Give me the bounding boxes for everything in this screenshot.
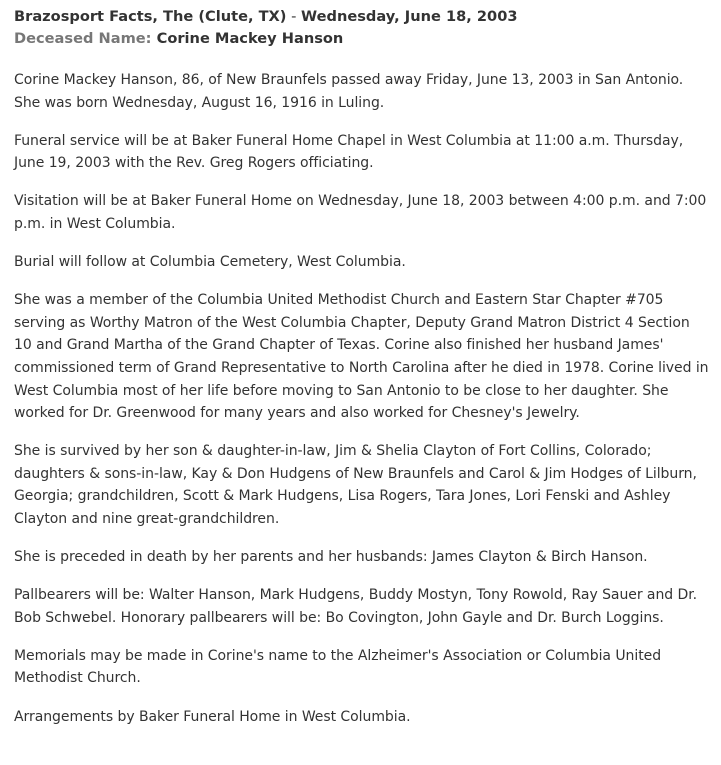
obituary-body — [14, 69, 711, 728]
publication-date: Wednesday, June 18, 2003 — [301, 8, 518, 25]
paragraph-memorials: Memorials may be made in Corine's name to the Alzheimer's Association or Columbia United Methodist Church. — [14, 647, 662, 687]
publication-header — [14, 6, 711, 28]
deceased-label: Deceased Name: — [14, 30, 152, 47]
paragraph-biography: She was a member of the Columbia United Methodist Church and Eastern Star Chapter #705 serving as Worthy Matron of the West Columbia Chapter, Deputy Grand Matron District 4 Section 10 and Grand Martha of the Grand Chapter of Texas. Corine also finished her husband James' commissioned term of Grand Representative to North Carolina after he died in 1978. Corine lived in West Columbia most of her life before moving to San Antonio to be close to her daughter. She worked for Dr. Greenwood for many years and also worked for Chesney's Jewelry. — [14, 292, 709, 422]
paragraph-announcement: Corine Mackey Hanson, 86, of New Braunfels passed away Friday, June 13, 2003 in San Antonio. She was born Wednesday, August 16, 1916 in Luling. — [14, 72, 684, 111]
publication-name: Brazosport Facts, The (Clute, TX) — [14, 8, 287, 25]
paragraph-visitation: Visitation will be at Baker Funeral Home on Wednesday, June 18, 2003 between 4:00 p.m. and 7:00 p.m. in West Columbia. — [14, 193, 707, 232]
paragraph-burial: Burial will follow at Columbia Cemetery, West Columbia. — [14, 254, 406, 271]
paragraph-survivors: She is survived by her son & daughter-in-law, Jim & Shelia Clayton of Fort Collins, Colorado; daughters & sons-in-law, Kay & Don Hudgens of New Braunfels and Carol & Jim Hodges of Lilburn, Georgia; grandchildren, Scott & Mark Hudgens, Lisa Rogers, Tara Jones, Lori Fenski and Ashley Clayton and nine great-grandchildren. — [14, 443, 697, 527]
deceased-name: Corine Mackey Hanson — [156, 30, 344, 47]
paragraph-arrangements: Arrangements by Baker Funeral Home in West Columbia. — [14, 708, 411, 725]
paragraph-preceded: She is preceded in death by her parents and her husbands: James Clayton & Birch Hanson. — [14, 549, 648, 566]
deceased-line — [14, 28, 711, 50]
header-separator: - — [286, 8, 302, 25]
paragraph-funeral-service: Funeral service will be at Baker Funeral Home Chapel in West Columbia at 11:00 a.m. Thursday, June 19, 2003 with the Rev. Greg Rogers officiating. — [14, 132, 684, 172]
paragraph-pallbearers: Pallbearers will be: Walter Hanson, Mark Hudgens, Buddy Mostyn, Tony Rowold, Ray Sauer and Dr. Bob Schwebel. Honorary pallbearers will be: Bo Covington, John Gayle and Dr. Burch Loggins. — [14, 587, 698, 626]
